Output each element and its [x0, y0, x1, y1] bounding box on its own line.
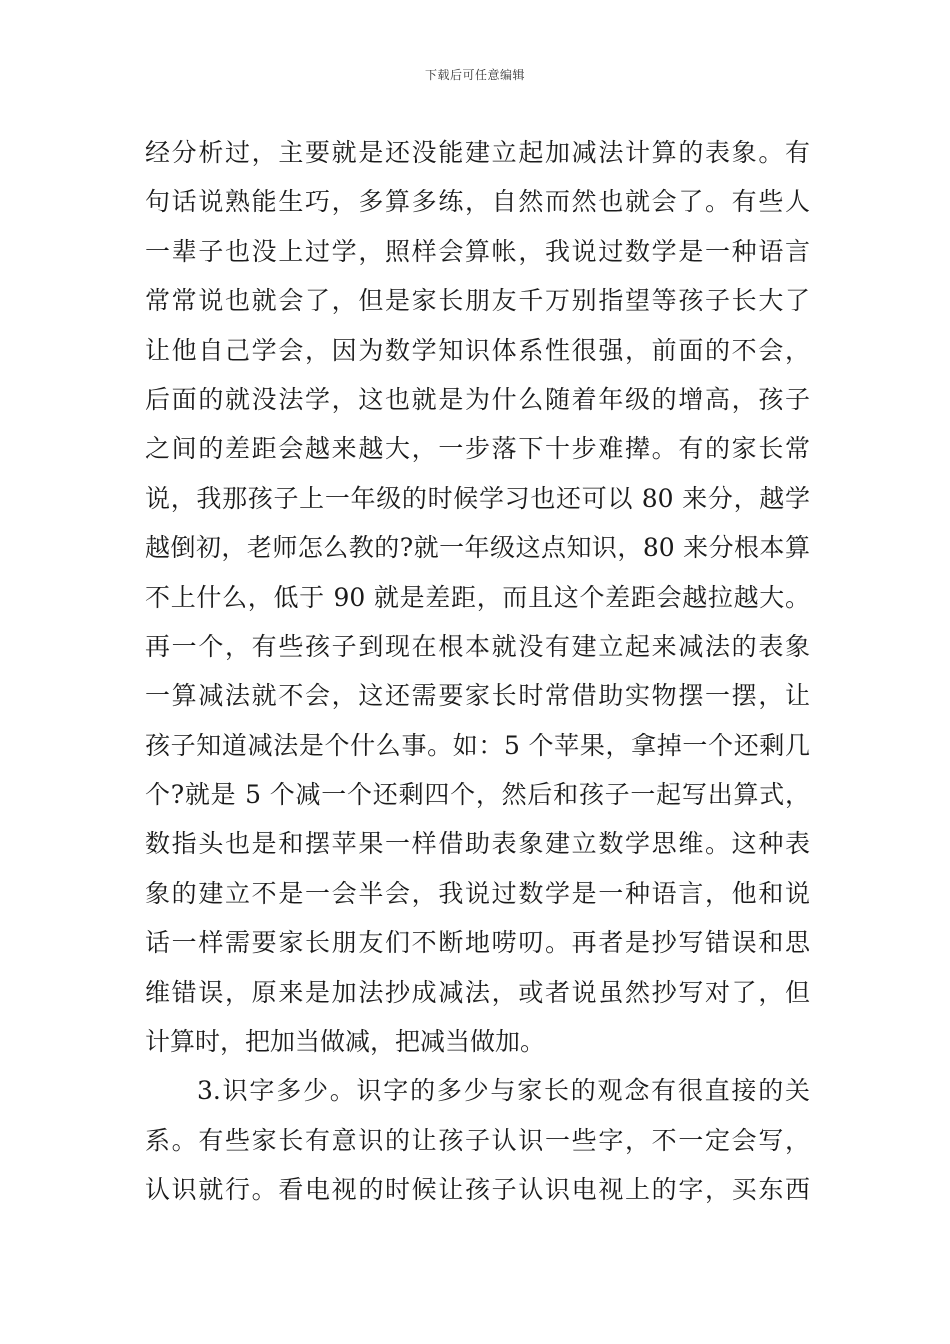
body-text: [145, 128, 810, 1215]
text-line: 话一样需要家长朋友们不断地唠叨。再者是抄写错误和思: [145, 928, 810, 958]
paragraph: [145, 128, 810, 1066]
text-line: 数指头也是和摆苹果一样借助表象建立数学思维。这种表: [145, 829, 810, 859]
text-line: 个?就是 5 个减一个还剩四个，然后和孩子一起写出算式，: [145, 780, 810, 810]
text-line: 后面的就没法学，这也就是为什么随着年级的增高，孩子: [145, 384, 810, 414]
page-header: 下载后可任意编辑: [424, 68, 525, 82]
text-line: 象的建立不是一会半会，我说过数学是一种语言，他和说: [145, 878, 810, 908]
text-line: 经分析过，主要就是还没能建立起加减法计算的表象。有: [145, 138, 810, 167]
text-line: 让他自己学会，因为数学知识体系性很强，前面的不会，: [145, 335, 810, 365]
text-line: 再一个，有些孩子到现在根本就没有建立起来减法的表象: [145, 631, 810, 661]
text-line: 维错误，原来是加法抄成减法，或者说虽然抄写对了，但: [145, 977, 810, 1007]
text-line: 3.识字多少。识字的多少与家长的观念有很直接的关: [197, 1076, 810, 1106]
text-line: 一算减法就不会，这还需要家长时常借助实物摆一摆，让: [145, 681, 810, 711]
paragraph: [145, 1066, 810, 1214]
text-line: 系。有些家长有意识的让孩子认识一些字，不一定会写，: [145, 1125, 810, 1155]
text-line: 计算时，把加当做减，把减当做加。: [145, 1027, 546, 1057]
text-line: 越倒初，老师怎么教的?就一年级这点知识，80 来分根本算: [145, 533, 810, 563]
text-line: 说，我那孩子上一年级的时候学习也还可以 80 来分，越学: [145, 483, 810, 513]
text-line: 之间的差距会越来越大，一步落下十步难撵。有的家长常: [145, 434, 810, 464]
text-line: 常常说也就会了，但是家长朋友千万别指望等孩子长大了: [145, 286, 810, 316]
text-line: 认识就行。看电视的时候让孩子认识电视上的字，买东西: [145, 1175, 810, 1205]
text-line: 句话说熟能生巧，多算多练，自然而然也就会了。有些人: [145, 187, 810, 217]
text-line: 一辈子也没上过学，照样会算帐，我说过数学是一种语言: [145, 236, 810, 266]
text-line: 不上什么，低于 90 就是差距，而且这个差距会越拉越大。: [145, 582, 810, 612]
text-line: 孩子知道减法是个什么事。如：5 个苹果，拿掉一个还剩几: [145, 730, 810, 760]
